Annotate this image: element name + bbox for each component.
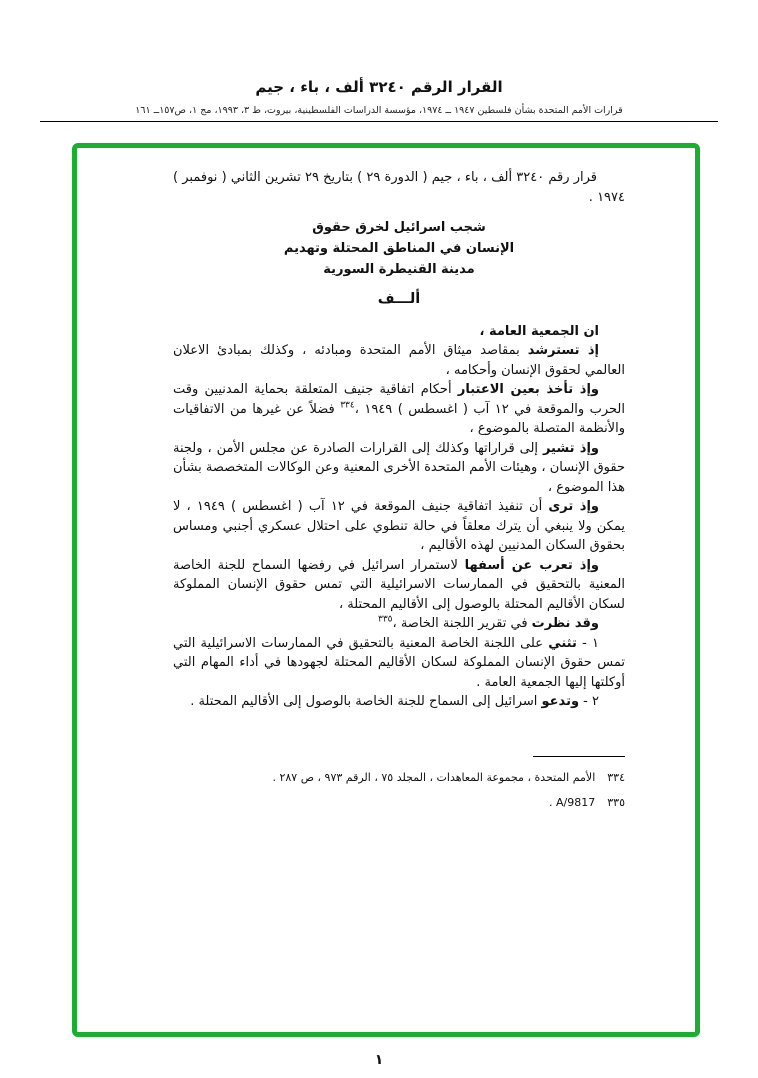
paragraph-run: ان الجمعية العامة ، <box>479 323 599 339</box>
footnote-number: ٣٣٤ <box>607 770 625 784</box>
document-header <box>0 0 758 122</box>
heading-line: مدينة القنيطرة السورية <box>323 262 475 277</box>
resolution-body <box>173 322 625 712</box>
paragraph-run: وإذ تأخذ بعين الاعتبار <box>457 382 599 397</box>
footnote-text: الأمم المتحدة ، مجموعة المعاهدات ، المجلد ٧٥ ، الرقم ٩٧٣ ، ص ٢٨٧ . <box>272 770 596 784</box>
paragraph-run: أن تنفيذ اتفاقية جنيف الموقعة في ١٢ آب ( اغسطس ) ١٩٤٩ ، لا يمكن ولا ينبغي أن يترك معلقاً في حالة تنطوي على احتلال عسكري أجنبي ومساس بحقوق السكان المدنيين لهذه الأقاليم ، <box>173 499 625 553</box>
paragraph <box>173 614 625 634</box>
paragraph-run: تثني <box>548 635 577 651</box>
footnote-marker: ٣٣٤ <box>340 400 355 411</box>
paragraph-run: فضلاً عن غيرها من الاتفاقيات والأنظمة المتصلة بالموضوع ، <box>173 401 625 436</box>
footnote <box>173 794 625 811</box>
footnote-text: A/9817 . <box>549 795 596 809</box>
paragraph-run: اسرائيل إلى السماح للجنة الخاصة بالوصول إلى الأقاليم المحتلة . <box>190 694 542 709</box>
resolution-intro: قرار رقم ٣٢٤٠ ألف ، باء ، جيم ( الدورة ٢٩ ) بتاريخ ٢٩ تشرين الثاني ( نوفمبر ) ١٩٧٤ . <box>173 170 625 205</box>
footnote-marker: ٣٣٥ <box>377 614 393 625</box>
footnote <box>173 769 625 786</box>
paragraph-run: وتدعو <box>541 694 580 709</box>
heading-line: شجب اسرائيل لخرق حقوق <box>312 220 486 235</box>
paragraph-run: لاستمرار اسرائيل في رفضها السماح للجنة الخاصة المعنية بالتحقيق في الممارسات الاسرائيلية التي تمس حقوق الإنسان المملوكة لسكان الأقاليم المحتلة بالوصول إلى الأقاليم المحتلة ، <box>173 557 625 612</box>
heading-line: الإنسان في المناطق المحتلة وتهديم <box>283 241 515 256</box>
paragraph <box>173 634 625 693</box>
paragraph-run: وقد نظرت <box>531 616 599 631</box>
resolution-content <box>77 148 695 811</box>
footnotes-section <box>173 769 625 811</box>
paragraph-run: وإذ تشير <box>542 440 599 456</box>
section-label: ألـــف <box>377 291 421 307</box>
resolution-heading <box>173 217 625 280</box>
content-frame <box>72 143 700 1037</box>
paragraph-run: بمقاصد ميثاق الأمم المتحدة ومبادئه ، وكذلك بمبادئ الاعلان العالمي لحقوق الإنسان وأحكامه ، <box>173 343 625 378</box>
paragraph-run: على اللجنة الخاصة المعنية بالتحقيق في الممارسات الاسرائيلية التي تمس حقوق الإنسان المملوكة لسكان الأقاليم المحتلة لجهودها في أداء المهام التي أوكلتها إليها الجمعية العامة . <box>173 635 625 690</box>
paragraph-run: أحكام اتفاقية جنيف المتعلقة بحماية المدنيين وقت الحرب والموقعة في ١٢ آب ( اغسطس ) ١٩٤٩ ، <box>173 382 625 417</box>
paragraph-run: وإذ ترى <box>548 499 599 514</box>
page-number: ١ <box>374 1052 384 1068</box>
paragraph <box>173 380 625 439</box>
paragraph <box>173 692 625 712</box>
footnote-number: ٣٣٥ <box>607 795 625 809</box>
paragraph-run: إذ تسترشد <box>527 343 600 358</box>
paragraph <box>173 497 625 556</box>
header-divider <box>40 121 718 122</box>
paragraph-run: وإذ تعرب عن أسفها <box>464 557 600 573</box>
source-citation: قرارات الأمم المتحدة بشأن فلسطين ١٩٤٧ ــ ١٩٧٤، مؤسسة الدراسات الفلسطينية، بيروت، ط ٣، ١٩٩٣، مج ١، ص١٥٧ــ ١٦١ <box>135 105 623 116</box>
paragraph-run: إلى قراراتها وكذلك إلى القرارات الصادرة عن مجلس الأمن ، ولجنة حقوق الإنسان ، وهيئات الأمم المتحدة الأخرى المعنية وعن الوكالات المتخصصة بشأن هذا الموضوع ، <box>173 440 625 495</box>
paragraph-run: في تقرير اللجنة الخاصة ، <box>392 616 532 631</box>
paragraph <box>173 341 625 380</box>
paragraph <box>173 439 625 498</box>
paragraph <box>173 322 625 342</box>
page-title: القرار الرقم ٣٢٤٠ ألف ، باء ، جيم <box>255 78 503 96</box>
paragraph-run: ٢ - <box>579 694 599 709</box>
paragraph-run: ١ - <box>576 635 599 651</box>
footnote-divider <box>533 756 625 757</box>
paragraph <box>173 556 625 615</box>
